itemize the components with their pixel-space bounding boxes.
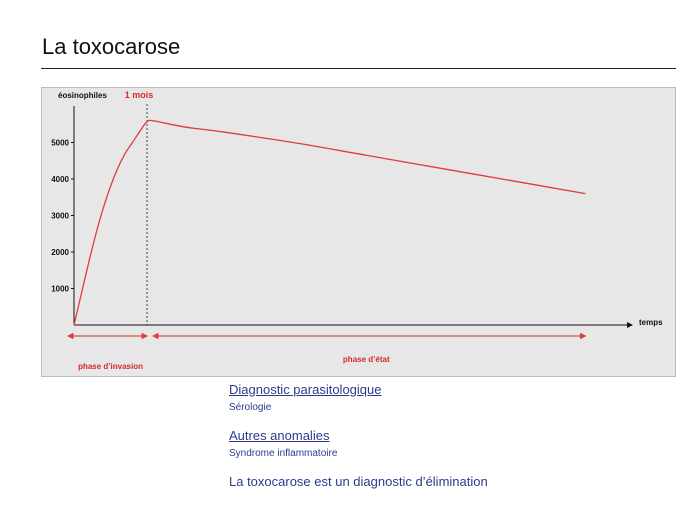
eosinophil-chart bbox=[42, 88, 677, 378]
notes-section bbox=[229, 381, 669, 491]
y-axis-label: éosinophiles bbox=[58, 91, 107, 100]
invasion-phase-label: phase d’invasion bbox=[78, 362, 143, 371]
inflammatory-syndrome-text: Syndrome inflammatoire bbox=[229, 448, 338, 459]
y-tick-label: 3000 bbox=[51, 211, 69, 221]
y-tick-label: 1000 bbox=[51, 284, 69, 294]
y-tick-label: 5000 bbox=[51, 138, 69, 148]
chart-panel bbox=[41, 87, 676, 377]
y-tick-label: 2000 bbox=[51, 248, 69, 257]
x-axis-label: temps bbox=[639, 318, 663, 327]
state-phase-label: phase d’état bbox=[342, 355, 390, 364]
serology-text: Sérologie bbox=[229, 402, 272, 413]
y-ticks bbox=[51, 139, 74, 294]
y-tick-label: 4000 bbox=[51, 175, 69, 184]
eosinophil-curve bbox=[74, 120, 585, 325]
other-anomalies-heading: Autres anomalies bbox=[229, 428, 330, 443]
elimination-diagnosis-text: La toxocarose est un diagnostic d’élimination bbox=[229, 474, 488, 489]
one-month-label: 1 mois bbox=[124, 90, 154, 100]
slide-title: La toxocarose bbox=[42, 34, 181, 59]
title-divider bbox=[41, 68, 676, 69]
parasitology-heading: Diagnostic parasitologique bbox=[229, 382, 382, 397]
